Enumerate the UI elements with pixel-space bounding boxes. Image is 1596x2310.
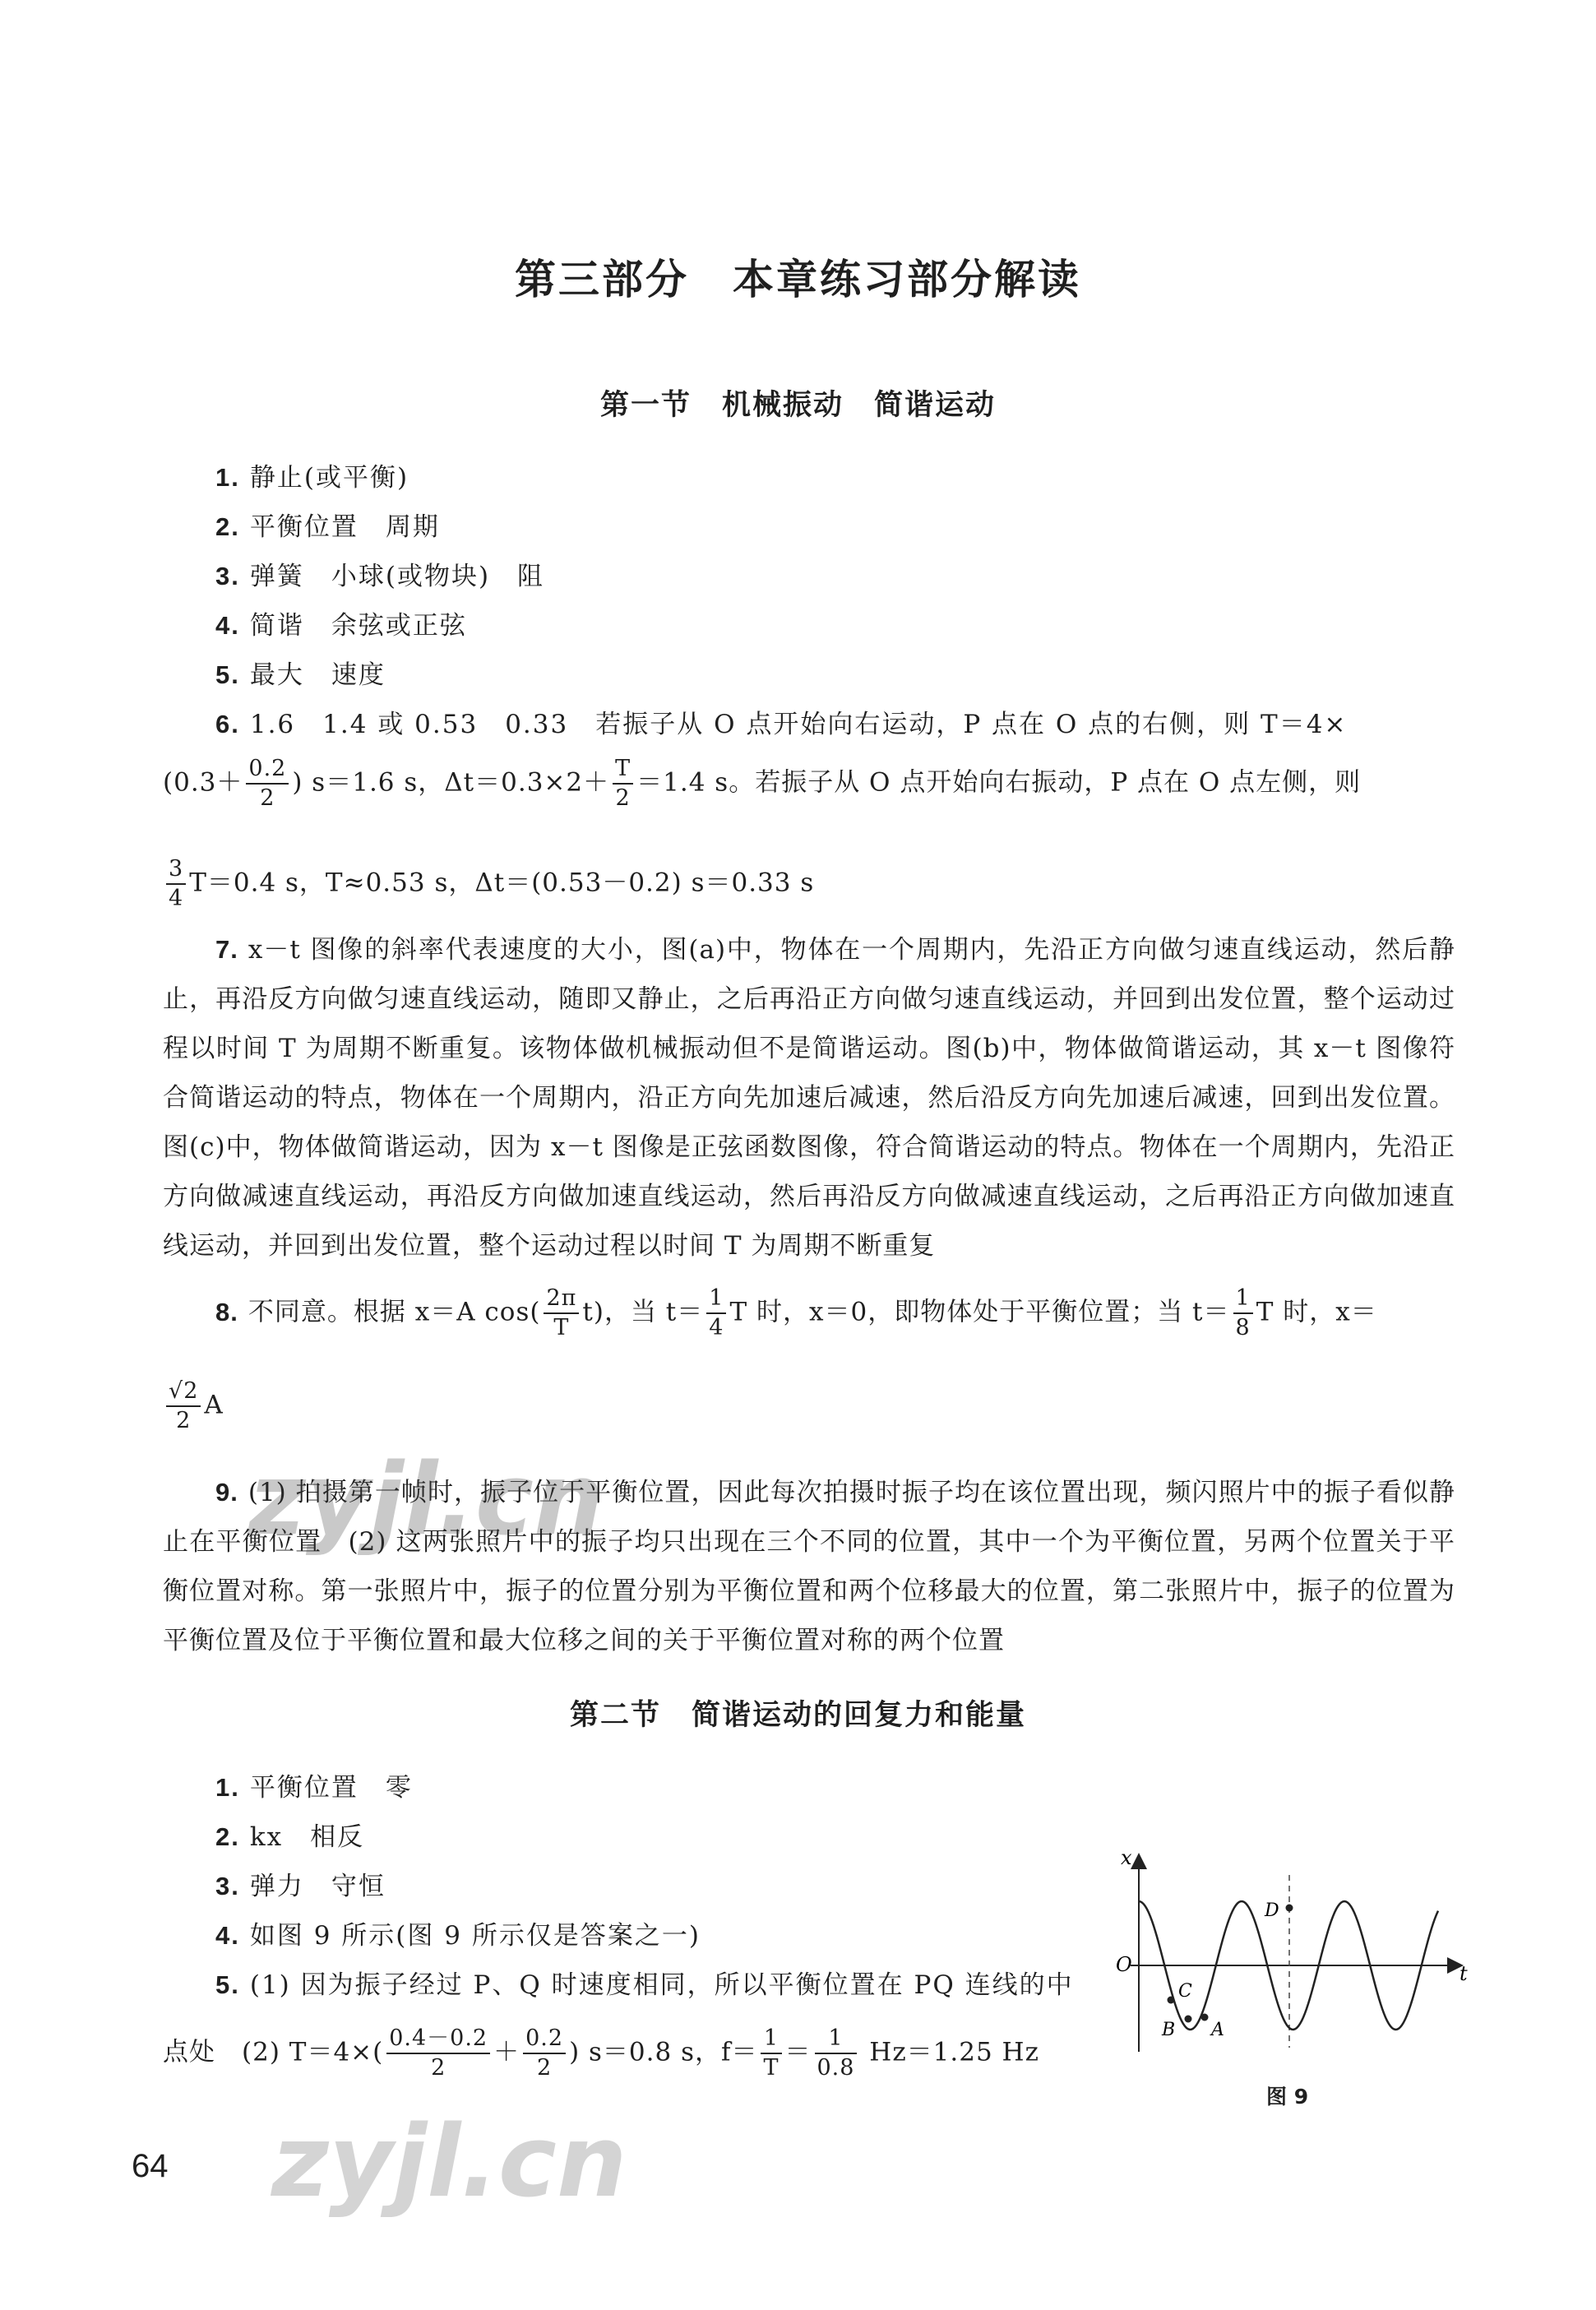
point-c-dot [1168, 1997, 1175, 2004]
point-a-dot [1201, 2014, 1209, 2021]
fraction: $\frac{T}{2}$ [613, 755, 633, 812]
s2-item-1: 1. 平衡位置 零 [215, 1773, 413, 1803]
fraction: $\frac{0.2}{2}$ [523, 2025, 566, 2082]
fraction: $\frac{3}{4}$ [166, 855, 186, 913]
s2-item-2: 2. kx 相反 [215, 1822, 365, 1852]
origin-label: O [1116, 1953, 1132, 1976]
section-heading-1: 第一节 机械振动 简谐运动 [599, 389, 996, 422]
page-number: 64 [132, 2148, 169, 2184]
s1-q8-line2: $\frac{√2}{2}$ A [163, 1377, 224, 1435]
s1-item-2: 2. 平衡位置 周期 [215, 512, 440, 542]
s1-q9-paragraph: 9. (1) 拍摄第一帧时，振子位于平衡位置，因此每次拍摄时振子均在该位置出现，频闪照片中的振子看似静止在平衡位置 (2) 这两张照片中的振子均只出现在三个不同的位置，其中一个为平衡位置，另两个位置关于平衡位置对称。第一张照片中，振子的位置分别为平衡位置和两个位移最大的位置，第二张照片中，振子的位置为平衡位置及位于平衡位置和最大位移之间的关于平衡位置对称的两个位置 [163, 1478, 1455, 1655]
point-b-label: B [1162, 2020, 1176, 2040]
s1-item-1: 1. 静止(或平衡) [215, 463, 409, 493]
s1-q8-line1: 8. 不同意。根据 x＝A cos( $\frac{2\pi}{T}$ t)，当 t＝ $\frac{1}{4}$ T 时，x＝0，即物体处于平衡位置；当 t＝ $\frac{1}{8}$ T 时，x＝ [215, 1285, 1377, 1340]
point-c-label: C [1178, 1981, 1192, 2002]
fraction: $\frac{0.4-0.2}{2}$ [386, 2025, 490, 2082]
figure-9-sine-graph [1114, 1846, 1476, 2060]
s1-item-3: 3. 弹簧 小球(或物块) 阻 [215, 562, 545, 591]
s1-item-4: 4. 简谐 余弦或正弦 [215, 611, 467, 641]
fraction: $\frac{2\pi}{T}$ [544, 1285, 579, 1342]
s1-q6-line1: 6. 1.6 1.4 或 0.53 0.33 若振子从 O 点开始向右运动，P 点在 O 点的右侧，则 T＝4× [215, 710, 1348, 739]
section-heading-2: 第二节 简谐运动的回复力和能量 [569, 1699, 1026, 1732]
fraction: $\frac{1}{4}$ [706, 1285, 726, 1342]
fraction: $\frac{0.2}{2}$ [246, 755, 289, 812]
s2-q5-line1: 5. (1) 因为振子经过 P、Q 时速度相同，所以平衡位置在 PQ 连线的中 [215, 1970, 1074, 2000]
s1-q6-line3: $\frac{3}{4}$ T＝0.4 s，T≈0.53 s，Δt＝(0.53－0.2) s＝0.33 s [163, 855, 814, 913]
watermark: zyjl.cn [271, 2105, 627, 2220]
s2-item-3: 3. 弹力 守恒 [215, 1872, 386, 1901]
point-d-label: D [1265, 1900, 1279, 1921]
figure-caption: 图 9 [1266, 2085, 1309, 2109]
s2-item-4: 4. 如图 9 所示(图 9 所示仅是答案之一) [215, 1921, 701, 1951]
fraction: $\frac{1}{T}$ [761, 2025, 781, 2082]
axis-x-label: t [1460, 1962, 1468, 1985]
fraction: $\frac{√2}{2}$ [166, 1377, 201, 1435]
point-d-dot [1286, 1905, 1293, 1912]
point-a-label: A [1211, 2020, 1224, 2040]
watermark: zyjl.cn [248, 1443, 604, 1558]
s1-item-5: 5. 最大 速度 [215, 660, 386, 690]
s2-q5-line2: 点处 (2) T＝4×( $\frac{0.4-0.2}{2}$ ＋ $\frac{0.2}{2}$ ) s＝0.8 s，f＝ $\frac{1}{T}$ ＝ $\frac{1}{0.8}$ Hz＝1.25 Hz [163, 2025, 1039, 2081]
fraction: $\frac{1}{0.8}$ [815, 2025, 858, 2082]
page-title: 第三部分 本章练习部分解读 [515, 256, 1081, 303]
s1-q6-line2: (0.3＋ $\frac{0.2}{2}$ ) s＝1.6 s，Δt＝0.3×2＋ $\frac{T}{2}$ ＝1.4 s。若振子从 O 点开始向右振动，P 点在 O 点左侧，则 [163, 756, 1362, 811]
point-b-dot [1185, 2016, 1192, 2023]
s1-q7-paragraph: 7. x－t 图像的斜率代表速度的大小，图(a)中，物体在一个周期内，先沿正方向做匀速直线运动，然后静止，再沿反方向做匀速直线运动，随即又静止，之后再沿正方向做匀速直线运动，并回到出发位置，整个运动过程以时间 T 为周期不断重复。该物体做机械振动但不是简谐运动。图(b)中，物体做简谐运动，其 x－t 图像符合简谐运动的特点，物体在一个周期内，沿正方向先加速后减速，然后沿反方向先加速后减速，回到出发位置。图(c)中，物体做简谐运动，因为 x－t 图像是正弦函数图像，符合简谐运动的特点。物体在一个周期内，先沿正方向做减速直线运动，再沿反方向做加速直线运动，然后再沿反方向做减速直线运动，之后再沿正方向做加速直线运动，并回到出发位置，整个运动过程以时间 T 为周期不断重复 [163, 935, 1455, 1261]
axis-y-label: x [1121, 1846, 1132, 1869]
fraction: $\frac{1}{8}$ [1233, 1285, 1253, 1342]
